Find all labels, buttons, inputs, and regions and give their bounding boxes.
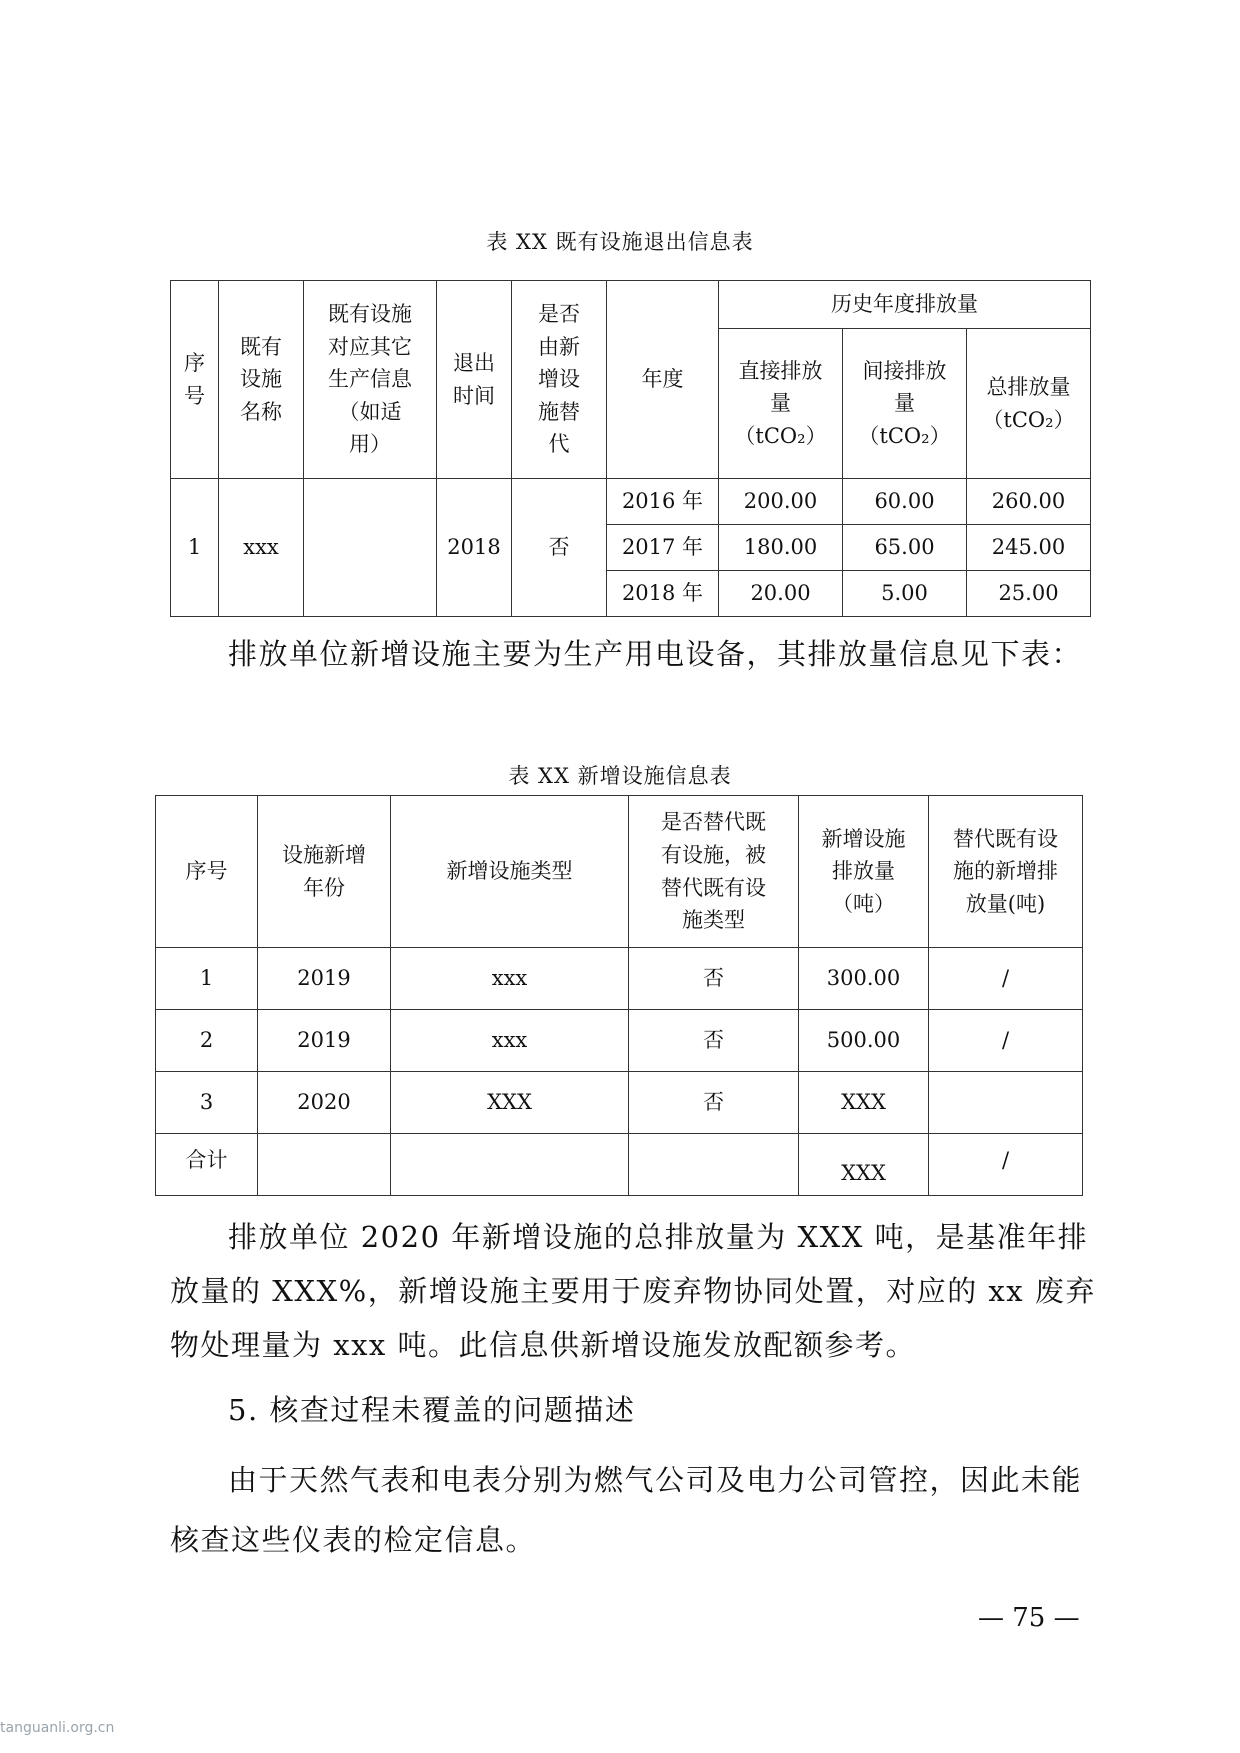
header-seq: 序号: [171, 281, 219, 479]
table-row: [156, 948, 1083, 1010]
header-facility-name: 既有设施名称: [219, 281, 304, 479]
cell-exit-time: 2018: [437, 479, 512, 617]
table1-caption: 表 XX 既有设施退出信息表: [486, 230, 754, 254]
cell-replace: 否: [629, 948, 799, 1010]
watermark: tanguanli.org.cn: [0, 1720, 115, 1736]
cell-direct: 200.00: [719, 479, 843, 525]
cell-other-info: [304, 479, 437, 617]
section-heading-5: 5. 核查过程未覆盖的问题描述: [228, 1393, 636, 1427]
cell-direct: 20.00: [719, 571, 843, 617]
header-new-year: 设施新增年份: [258, 796, 391, 948]
cell-type: XXX: [391, 1072, 629, 1134]
cell-year: 2020: [258, 1072, 391, 1134]
cell-emission: 300.00: [799, 948, 929, 1010]
table-row: [156, 1010, 1083, 1072]
page-number: — 75 —: [978, 1603, 1080, 1633]
table2-caption: 表 XX 新增设施信息表: [508, 764, 732, 788]
cell-replace-emission: /: [929, 948, 1083, 1010]
cell-year: 2017 年: [607, 525, 719, 571]
facility-exit-table: [170, 280, 1091, 617]
cell-seq: 1: [171, 479, 219, 617]
header-other-info: 既有设施对应其它生产信息（如适用）: [304, 281, 437, 479]
header-new-emission: 新增设施排放量（吨）: [799, 796, 929, 948]
cell-empty: [391, 1134, 629, 1196]
cell-seq: 2: [156, 1010, 258, 1072]
header-year: 年度: [607, 281, 719, 479]
cell-indirect: 65.00: [843, 525, 967, 571]
header-exit-time: 退出时间: [437, 281, 512, 479]
paragraph-meter-issue: 由于天然气表和电表分别为燃气公司及电力公司管控，因此未能核查这些仪表的检定信息。: [170, 1463, 1083, 1557]
table-row: [156, 1072, 1083, 1134]
cell-empty: [629, 1134, 799, 1196]
cell-total: 25.00: [967, 571, 1091, 617]
cell-replace-emission: [929, 1072, 1083, 1134]
cell-seq: 1: [156, 948, 258, 1010]
cell-year: 2019: [258, 948, 391, 1010]
cell-replace: 否: [629, 1072, 799, 1134]
table-total-row: [156, 1134, 1083, 1196]
cell-replace: 否: [629, 1010, 799, 1072]
table-row: [171, 479, 1091, 525]
unit-label: （tCO₂）: [858, 423, 951, 448]
cell-indirect: 60.00: [843, 479, 967, 525]
cell-type: xxx: [391, 948, 629, 1010]
header-history-emission: 历史年度排放量: [719, 281, 1091, 329]
cell-total-label: 合计: [156, 1134, 258, 1196]
cell-replace-emission: /: [929, 1010, 1083, 1072]
header-total-emission: 总排放量 （tCO₂）: [967, 329, 1091, 479]
cell-year: 2019: [258, 1010, 391, 1072]
cell-indirect: 5.00: [843, 571, 967, 617]
cell-year: 2018 年: [607, 571, 719, 617]
header-replaced: 是否由新增设施替代: [512, 281, 607, 479]
header-indirect-emission: 间接排放量 （tCO₂）: [843, 329, 967, 479]
header-direct-emission: 直接排放量 （tCO₂）: [719, 329, 843, 479]
cell-total-emission: XXX: [799, 1134, 929, 1196]
unit-label: （tCO₂）: [982, 407, 1075, 432]
cell-year: 2016 年: [607, 479, 719, 525]
cell-direct: 180.00: [719, 525, 843, 571]
new-facility-table: [155, 795, 1083, 1196]
cell-empty: [258, 1134, 391, 1196]
header-replace-existing: 是否替代既有设施，被替代既有设施类型: [629, 796, 799, 948]
header-replace-emission: 替代既有设施的新增排放量(吨): [929, 796, 1083, 948]
cell-seq: 3: [156, 1072, 258, 1134]
cell-total-replace-emission: /: [929, 1134, 1083, 1196]
cell-total: 245.00: [967, 525, 1091, 571]
paragraph-new-facilities-intro: 排放单位新增设施主要为生产用电设备，其排放量信息见下表：: [228, 637, 1083, 671]
cell-replaced: 否: [512, 479, 607, 617]
cell-facility-name: xxx: [219, 479, 304, 617]
paragraph-2020-summary: 排放单位 2020 年新增设施的总排放量为 XXX 吨，是基准年排放量的 XXX%，新增设施主要用于废弃物协同处置，对应的 xx 废弃物处理量为 xxx 吨。此信息供新增设施发放配额参考。: [170, 1220, 1096, 1362]
header-facility-type: 新增设施类型: [391, 796, 629, 948]
cell-emission: 500.00: [799, 1010, 929, 1072]
cell-type: xxx: [391, 1010, 629, 1072]
cell-emission: XXX: [799, 1072, 929, 1134]
unit-label: （tCO₂）: [734, 423, 827, 448]
cell-total: 260.00: [967, 479, 1091, 525]
header-seq: 序号: [156, 796, 258, 948]
